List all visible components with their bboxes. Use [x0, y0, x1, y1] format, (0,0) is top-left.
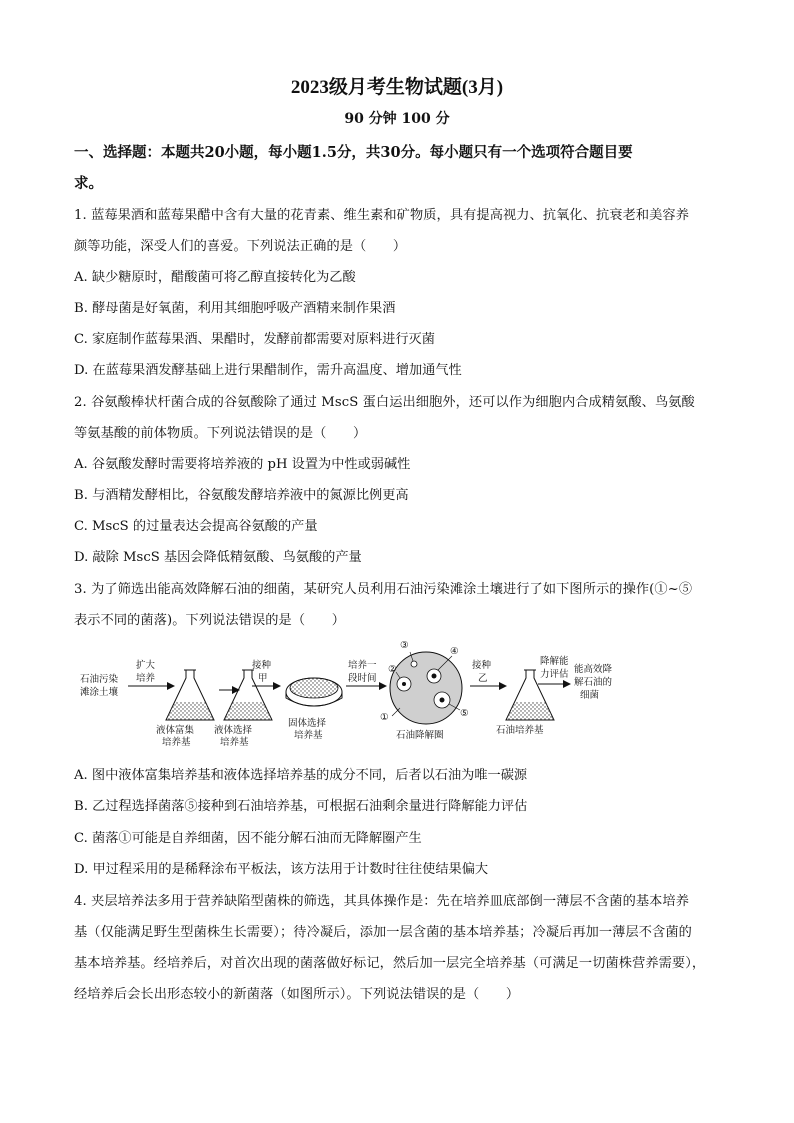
q1-stem-line2: 颜等功能，深受人们的喜爱。下列说法正确的是（ ） — [74, 239, 407, 254]
q1-option-d: D. 在蓝莓果酒发酵基础上进行果醋制作，需升高温度、增加通气性 — [74, 363, 462, 378]
arrow4-label-1: 接种 — [472, 660, 492, 671]
q1-option-b: B. 酵母菌是好氧菌，利用其细胞呼吸产酒精来制作果酒 — [74, 301, 396, 316]
q3-option-a: A. 图中液体富集培养基和液体选择培养基的成分不同，后者以石油为唯一碳源 — [74, 768, 528, 783]
q3-option-b: B. 乙过程选择菌落⑤接种到石油培养基，可根据石油剩余量进行降解能力评估 — [74, 799, 528, 814]
colony-5-label: ⑤ — [460, 708, 469, 719]
flask1-label-2: 培养基 — [162, 737, 191, 748]
result-label-3: 细菌 — [580, 690, 600, 701]
arrow1-label-2: 培养 — [136, 673, 156, 684]
section-heading-line1: 一、选择题：本题共20小题，每小题1.5分，共30分。每小题只有一个选项符合题目要 — [74, 144, 633, 161]
q3-stem-line1: 3. 为了筛选出能高效降解石油的细菌，某研究人员利用石油污染滩涂土壤进行了如下图所示的操作(①~⑤ — [74, 582, 693, 597]
result-label-2: 解石油的 — [574, 677, 613, 688]
screening-process-diagram — [74, 632, 724, 748]
q3-option-c: C. 菌落①可能是自养细菌，因不能分解石油而无降解圈产生 — [74, 831, 422, 846]
arrow3-label-2: 段时间 — [348, 673, 377, 684]
flask2-label-2: 培养基 — [220, 737, 249, 748]
eval-label-2: 力评估 — [540, 669, 569, 680]
q2-option-a: A. 谷氨酸发酵时需要将培养液的 pH 设置为中性或弱碱性 — [74, 457, 411, 472]
q2-option-c: C. MscS 的过量表达会提高谷氨酸的产量 — [74, 519, 318, 534]
page-title: 2023级月考生物试题(3月) — [290, 77, 504, 98]
dish-label-2: 培养基 — [294, 730, 323, 741]
enrichment-flask-icon — [166, 670, 214, 720]
arrow2-label-2: 甲 — [258, 673, 268, 684]
soil-label-2: 滩涂土壤 — [80, 687, 119, 698]
arrow1-label-1: 扩大 — [136, 660, 156, 671]
eval-label-1: 降解能 — [540, 656, 569, 667]
q4-stem-line3: 基本培养基。经培养后，对首次出现的菌落做好标记，然后加一层完全培养基（可满足一切菌株营养需要）， — [74, 956, 706, 971]
q1-option-c: C. 家庭制作蓝莓果酒、果醋时，发酵前都需要对原料进行灭菌 — [74, 332, 435, 347]
q2-stem-line2: 等氨基酸的前体物质。下列说法错误的是（ ） — [74, 426, 367, 441]
q3-stem-line2: 表示不同的菌落)。下列说法错误的是（ ） — [74, 613, 345, 628]
dish-label-1: 固体选择 — [288, 718, 327, 729]
q1-stem-line1: 1. 蓝莓果酒和蓝莓果醋中含有大量的花青素、维生素和矿物质，具有提高视力、抗氧化、抗衰老和美容养 — [74, 208, 690, 223]
petri-dish-icon — [286, 678, 342, 706]
colony-3-label: ③ — [400, 640, 409, 651]
q4-stem-line4: 经培养后会长出形态较小的新菌落（如图所示）。下列说法错误的是（ ） — [74, 987, 520, 1002]
colony-4-label: ④ — [450, 646, 459, 657]
section-heading-line2: 求。 — [74, 175, 103, 192]
flask1-label-1: 液体富集 — [156, 725, 195, 736]
colony-1-label: ① — [380, 712, 389, 723]
arrow3-label-1: 培养一 — [348, 660, 377, 671]
colony-plate-icon — [390, 652, 462, 724]
arrow4-label-2: 乙 — [478, 673, 488, 684]
result-label-1: 能高效降 — [574, 664, 613, 675]
q2-option-b: B. 与酒精发酵相比，谷氨酸发酵培养液中的氮源比例更高 — [74, 488, 409, 503]
q2-option-d: D. 敲除 MscS 基因会降低精氨酸、鸟氨酸的产量 — [74, 550, 362, 565]
arrow2-label-1: 接种 — [252, 660, 272, 671]
soil-label-1: 石油污染 — [80, 674, 119, 685]
flask3-label: 石油培养基 — [496, 725, 544, 736]
halo-label: 石油降解圈 — [396, 730, 444, 741]
q1-option-a: A. 缺少糖原时，醋酸菌可将乙醇直接转化为乙酸 — [74, 270, 356, 285]
flask2-label-1: 液体选择 — [214, 725, 253, 736]
q4-stem-line2: 基（仅能满足野生型菌株生长需要）；待冷凝后，添加一层含菌的基本培养基；冷凝后再加一薄层不含菌的 — [74, 925, 692, 940]
exam-duration-score: 90 分钟 100 分 — [344, 111, 450, 127]
q3-option-d: D. 甲过程采用的是稀释涂布平板法，该方法用于计数时往往使结果偏大 — [74, 862, 489, 877]
colony-2-label: ② — [388, 664, 397, 675]
q2-stem-line1: 2. 谷氨酸棒状杆菌合成的谷氨酸除了通过 MscS 蛋白运出细胞外，还可以作为细胞内合成精氨酸、鸟氨酸 — [74, 395, 695, 410]
q4-stem-line1: 4. 夹层培养法多用于营养缺陷型菌株的筛选，其具体操作是：先在培养皿底部倒一薄层不含菌的基本培养 — [74, 894, 690, 909]
